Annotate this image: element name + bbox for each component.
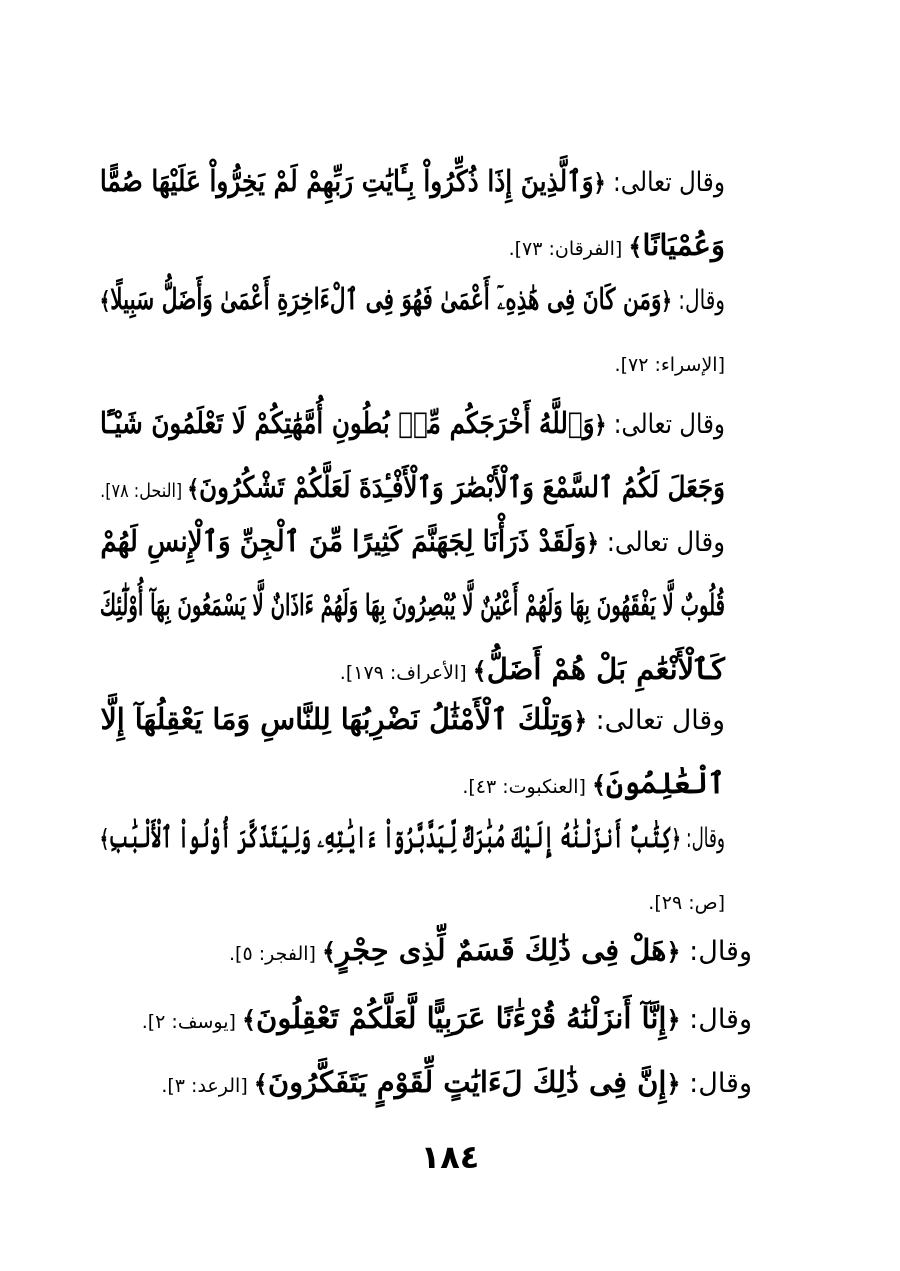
verse-text: وَتِلْكَ ٱلْأَمْثَٰلُ نَضْرِبُهَا لِلنَّاسِ وَمَا يَعْقِلُهَآ إِلَّا bbox=[100, 702, 574, 736]
close-bracket: ﴾ bbox=[99, 825, 109, 853]
intro-text: وقال: bbox=[680, 823, 725, 854]
close-bracket: ﴾ bbox=[241, 1006, 257, 1034]
quote-line-fajr bbox=[229, 928, 752, 976]
open-bracket: ﴿ bbox=[666, 938, 681, 966]
paragraph-line bbox=[99, 806, 725, 870]
quote-line-yusuf bbox=[142, 996, 752, 1044]
open-bracket: ﴿ bbox=[666, 1070, 681, 1098]
close-bracket: ﴾ bbox=[472, 657, 487, 685]
quote-paragraph-nahl bbox=[100, 392, 725, 522]
close-bracket: ﴾ bbox=[628, 233, 643, 261]
close-bracket: ﴾ bbox=[99, 287, 111, 315]
intro-text: وقال تعالى: bbox=[606, 409, 725, 440]
paragraph-line bbox=[100, 870, 725, 934]
intro-text: وقال: bbox=[680, 936, 752, 967]
open-bracket: ﴿ bbox=[594, 411, 607, 439]
page-number: ١٨٤ bbox=[420, 1138, 480, 1176]
quote-line-rad bbox=[161, 1060, 752, 1108]
close-bracket: ﴾ bbox=[322, 938, 337, 966]
surah-reference: [الإسراء: ٧٢]. bbox=[614, 354, 725, 376]
intro-text: وقال تعالى: bbox=[598, 527, 725, 558]
surah-reference: [ص: ٢٩]. bbox=[648, 892, 725, 914]
paragraph-line bbox=[100, 510, 725, 574]
verse-text: كَٱلْأَنْعَٰمِ بَلْ هُمْ أَضَلُّ bbox=[486, 652, 725, 686]
verse-text: ٱلْعَٰلِمُونَ bbox=[606, 766, 725, 800]
open-bracket: ﴿ bbox=[586, 529, 599, 557]
surah-reference: [الفرقان: ٧٣]. bbox=[508, 238, 629, 260]
close-bracket: ﴾ bbox=[591, 771, 607, 799]
intro-text: وقال تعالى: bbox=[605, 167, 725, 198]
open-bracket: ﴿ bbox=[671, 825, 681, 853]
surah-reference: [الأعراف: ١٧٩]. bbox=[339, 662, 473, 684]
intro-text: وقال: bbox=[671, 285, 725, 316]
quote-paragraph-ankabut bbox=[100, 688, 725, 818]
verse-text: وَعُمْيَانًا bbox=[642, 228, 725, 262]
close-bracket: ﴾ bbox=[187, 475, 200, 503]
surah-reference: [الرعد: ٣]. bbox=[161, 1075, 254, 1097]
verse-text: إِنَّآ أَنزَلْنَٰهُ قُرْءَٰنًا عَرَبِيًّا لَّعَلَّكُمْ تَعْقِلُونَ bbox=[256, 1001, 667, 1035]
verse-text: وَمَن كَانَ فِى هَٰذِهِۦٓ أَعْمَىٰ فَهُوَ فِى ٱلْءَاخِرَةِ أَعْمَىٰ وَأَضَلُّ سَبِيلًا bbox=[110, 282, 662, 316]
verse-text: وَجَعَلَ لَكُمُ ٱلسَّمْعَ وَٱلْأَبْصَٰرَ وَٱلْأَفْـِٔدَةَ لَعَلَّكُمْ تَشْكُرُونَ bbox=[199, 470, 726, 504]
quote-paragraph-furqan bbox=[100, 150, 725, 280]
open-bracket: ﴿ bbox=[661, 287, 672, 315]
paragraph-line bbox=[99, 574, 725, 638]
surah-reference: [النحل: ٧٨]. bbox=[100, 480, 188, 502]
surah-reference: [الفجر: ٥]. bbox=[229, 943, 322, 965]
verse-text: كِتَٰبٌ أَنزَلْنَٰهُ إِلَيْكَ مُبَٰرَكٌ لِّيَدَّبَّرُوٓاْ ءَايَٰتِهِۦ وَلِيَتَذَكَّرَ أُوْلُواْ ٱلْأَلْبَٰبِ bbox=[108, 820, 672, 854]
quote-paragraph-araf bbox=[100, 510, 725, 704]
quote-paragraph-isra bbox=[100, 268, 725, 396]
paragraph-line bbox=[99, 150, 725, 214]
verse-text: وَلَقَدْ ذَرَأْنَا لِجَهَنَّمَ كَثِيرًا مِّنَ ٱلْجِنِّ وَٱلْإِنسِ لَهُمْ bbox=[100, 524, 587, 558]
paragraph-line bbox=[99, 392, 725, 456]
verse-text: وَٱلَّذِينَ إِذَا ذُكِّرُواْ بِـَٔايَٰتِ رَبِّهِمْ لَمْ يَخِرُّواْ عَلَيْهَا صُمًّا bbox=[99, 164, 594, 198]
open-bracket: ﴿ bbox=[666, 1006, 681, 1034]
verse-text: إِنَّ فِى ذَٰلِكَ لَءَايَٰتٍ لِّقَوْمٍ يَتَفَكَّرُونَ bbox=[267, 1065, 667, 1099]
verse-text: هَلْ فِى ذَٰلِكَ قَسَمٌ لِّذِى حِجْرٍ bbox=[336, 933, 667, 967]
surah-reference: [العنكبوت: ٤٣]. bbox=[462, 776, 592, 798]
paragraph-line bbox=[100, 332, 725, 396]
surah-reference: [يوسف: ٢]. bbox=[141, 1011, 242, 1033]
intro-text: وقال تعالى: bbox=[587, 705, 725, 736]
verse-text: وَٱللَّهُ أَخْرَجَكُم مِّنۢ بُطُونِ أُمَّهَٰتِكُمْ لَا تَعْلَمُونَ شَيْـًٔا bbox=[99, 406, 595, 440]
close-bracket: ﴾ bbox=[253, 1070, 268, 1098]
verse-text: قُلُوبٌ لَّا يَفْقَهُونَ بِهَا وَلَهُمْ أَعْيُنٌ لَّا يُبْصِرُونَ بِهَا وَلَهُمْ ءَاذَانٌ لَّا يَسْمَعُونَ بِهَآ أُوْلَٰٓئِكَ bbox=[99, 588, 725, 622]
quote-paragraph-sad bbox=[100, 806, 725, 934]
open-bracket: ﴿ bbox=[593, 169, 606, 197]
open-bracket: ﴿ bbox=[573, 707, 588, 735]
intro-text: وقال: bbox=[680, 1068, 752, 1099]
paragraph-line bbox=[100, 688, 725, 752]
paragraph-line bbox=[99, 268, 725, 332]
intro-text: وقال: bbox=[680, 1004, 752, 1035]
